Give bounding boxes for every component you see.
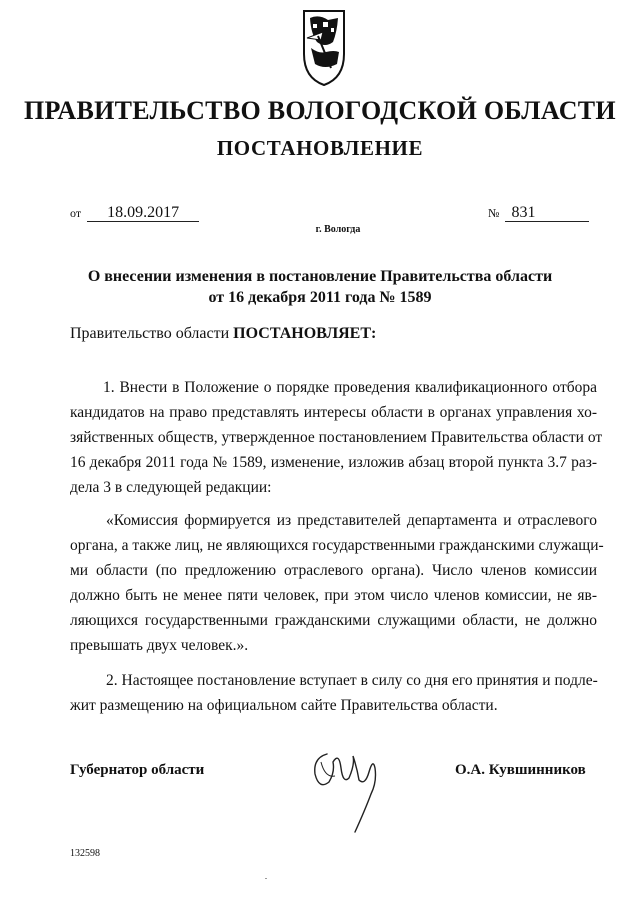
text-line: 2. Настоящее постановление вступает в силу со дня его принятия и подле- (106, 672, 598, 689)
coat-of-arms-emblem (301, 8, 347, 88)
signer-role: Губернатор области (70, 762, 205, 778)
government-title: ПРАВИТЕЛЬСТВО ВОЛОГОДСКОЙ ОБЛАСТИ (24, 96, 616, 125)
paragraph-1 (70, 375, 603, 500)
resolves-prefix: Правительство области (70, 325, 234, 342)
date-value: 18.09.2017 (87, 204, 199, 222)
document-date (70, 204, 199, 222)
number-label: № (488, 206, 500, 220)
paragraph-2 (70, 668, 597, 718)
text-line: ляющихся государственными гражданскими служащими области, не должно (70, 612, 597, 629)
text-line: «Комиссия формируется из представителей департамента и отраслевого (106, 512, 597, 529)
signer-name: О.А. Кувшинников (455, 762, 586, 778)
text-line: ми области (по предложению отраслевого органа). Число членов комиссии (70, 562, 597, 579)
date-label: от (70, 206, 82, 220)
subject-line: О внесении изменения в постановление Правительства области (87, 268, 553, 285)
text-line: дела 3 в следующей редакции: (70, 479, 272, 496)
text-line: 16 декабря 2011 года № 1589, изменение, изложив абзац второй пункта 3.7 раз- (70, 454, 597, 471)
number-value: 831 (505, 204, 589, 222)
paragraph-quote (70, 508, 604, 658)
text-line: превышать двух человек.». (70, 637, 249, 654)
registration-number: 132598 (70, 848, 100, 859)
city-label: г. Вологда (315, 224, 361, 235)
text-line: жит размещению на официальном сайте Правительства области. (70, 697, 498, 714)
text-line: кандидатов на право представлять интересы области в органах управления хо- (70, 404, 597, 421)
handwritten-signature (305, 738, 385, 834)
text-line: органа, а также лиц, не являющихся государственными гражданскими служащи- (70, 537, 604, 554)
document-subject (0, 266, 640, 308)
subject-line: от 16 декабря 2011 года № 1589 (208, 289, 432, 306)
scan-speck (265, 878, 267, 879)
resolves-keyword: ПОСТАНОВЛЯЕТ: (233, 325, 377, 342)
text-line: зяйственных обществ, утвержденное постановлением Правительства области от (70, 429, 603, 446)
document-number (488, 204, 589, 222)
text-line: 1. Внести в Положение о порядке проведения квалификационного отбора (103, 379, 597, 396)
resolves-line (70, 325, 376, 343)
text-line: должно быть не менее пяти человек, при этом число членов комиссии, не яв- (70, 587, 597, 604)
document-type: ПОСТАНОВЛЕНИЕ (216, 136, 424, 160)
